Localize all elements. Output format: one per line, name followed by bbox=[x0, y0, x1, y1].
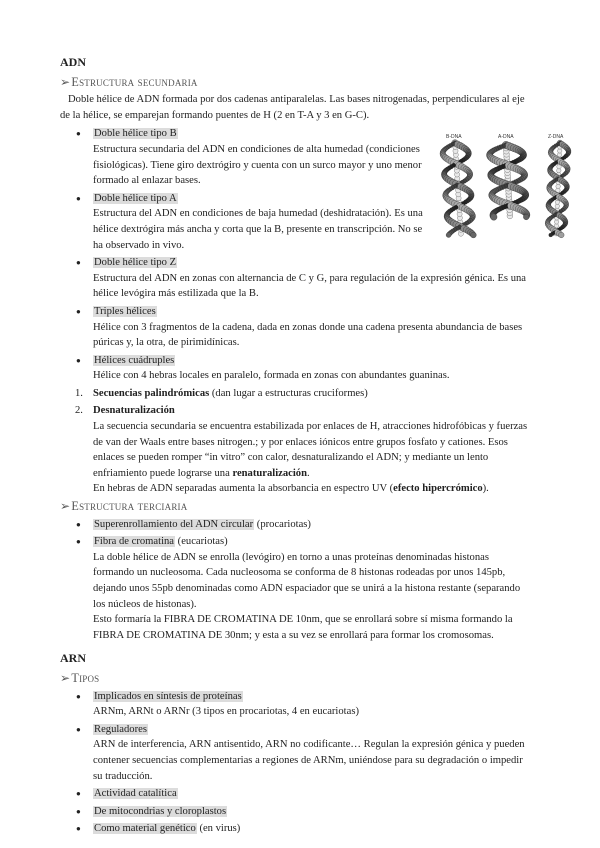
bullet-icon: ● bbox=[76, 824, 81, 834]
tipos-heading bbox=[60, 671, 530, 687]
item-label: Reguladores bbox=[94, 723, 147, 735]
arrow-icon: ➢ bbox=[60, 499, 71, 514]
list-item-triples bbox=[60, 304, 530, 351]
list-item-tipo-a bbox=[60, 191, 423, 253]
secundaria-title: Estructura secundaria bbox=[71, 74, 198, 89]
list-item-arn-material-genetico: ● Como material genético (en virus) bbox=[60, 821, 530, 837]
atom-sphere bbox=[491, 214, 498, 221]
item-label: Fibra de cromatina bbox=[94, 536, 175, 548]
bullet-icon: ● bbox=[76, 355, 81, 365]
item-text: Estructura secundaria del ADN en condiciones de alta humedad (condiciones fisiológicas). Tiene giro dextrógiro y cuenta con un surco mayor y uno menor formado al enlazar bases. bbox=[93, 143, 422, 187]
item-label: Doble hélice tipo Z bbox=[94, 257, 177, 269]
item-label: De mitocondrias y cloroplastos bbox=[94, 805, 227, 817]
atom-sphere bbox=[549, 233, 553, 237]
numbered-item-desnaturalizacion bbox=[60, 403, 530, 497]
base-pair-sphere bbox=[556, 184, 560, 188]
palindromicas-bold: Secuencias palindrómicas bbox=[93, 387, 210, 399]
list-item-arn-mitocondrias bbox=[60, 804, 530, 820]
numbered-item-palindromicas bbox=[60, 386, 530, 402]
item-text: Hélice con 4 hebras locales en paralelo, formada en zonas con abundantes guaninas. bbox=[93, 370, 450, 382]
list-item-arn-reguladores bbox=[60, 722, 530, 784]
list-item-arn-sintesis bbox=[60, 689, 530, 720]
arn-heading: ARN bbox=[60, 651, 86, 666]
item-text: Estructura del ADN en zonas con alternancia de C y G, para regulación de la expresión génica. Es una hélice levógira más estilizada que la B. bbox=[93, 272, 526, 300]
bullet-icon: ● bbox=[76, 537, 81, 547]
base-pair-sphere bbox=[554, 220, 558, 224]
palindromicas-rest: (dan lugar a estructuras cruciformes) bbox=[209, 387, 368, 399]
item-label: Doble hélice tipo A bbox=[94, 192, 177, 204]
list-item-superenrollamiento: ● Superenrollamiento del ADN circular (procariotas) bbox=[60, 517, 530, 533]
cromatina-text-a: La doble hélice de ADN se enrolla (levógiro) en torno a unas proteínas denominadas histonas formando un nucleosoma. Cada nucleosoma se conforma de 8 histonas rodeadas por unos 145pb, dejando unos 55pb denominadas como ADN espaciador que se unirá a la histona restante (separando los núcleos de histonas). bbox=[93, 551, 521, 610]
item-text: Hélice con 3 fragmentos de la cadena, dada en zonas donde una cadena presenta abundancia de bases púricas y, la otra, de pirimidínicas. bbox=[93, 321, 523, 349]
desnaturalizacion-bold: Desnaturalización bbox=[93, 405, 175, 417]
a-dna-label: A-DNA bbox=[498, 134, 514, 140]
list-item-cromatina: ● Fibra de cromatina (eucariotas) La doble hélice de ADN se enrolla (levógiro) en torno a unas proteínas denominadas histonas formando un nucleosoma. Cada nucleosoma se conforma de 8 histonas rodeadas por unos 145pb, dejando unos 55pb denominadas como ADN espaciador que se unirá a la histona restante (separando los núcleos de histonas). Esto formaría la FIBRA DE CROMATINA DE 10nm, que se enrollará sobre sí misma formando la FIBRA DE CROMATINA DE 30nm; y esta a su vez se enrollará para formar los cromosomas. bbox=[60, 534, 530, 643]
dna-forms-figure bbox=[432, 131, 580, 239]
item-label: Hélices cuádruples bbox=[94, 354, 175, 366]
renaturalizacion-bold: renaturalización bbox=[232, 467, 307, 479]
list-item-arn-catalitica bbox=[60, 786, 530, 802]
item-label: Como material genético bbox=[94, 823, 196, 835]
list-item-cuadruples bbox=[60, 353, 530, 384]
atom-sphere bbox=[446, 232, 451, 237]
bullet-icon: ● bbox=[76, 806, 81, 816]
terciaria-heading bbox=[60, 499, 530, 515]
number-label: 2. bbox=[75, 405, 83, 417]
arrow-icon: ➢ bbox=[60, 74, 71, 89]
b-dna-label: B-DNA bbox=[446, 134, 462, 140]
list-item-tipo-z bbox=[60, 255, 530, 302]
bullet-icon: ● bbox=[76, 691, 81, 701]
bullet-icon: ● bbox=[76, 193, 81, 203]
hipercromico-bold: efecto hipercrómico bbox=[393, 483, 483, 495]
item-label: Actividad catalítica bbox=[94, 788, 177, 800]
item-label: Superenrollamiento del ADN circular bbox=[94, 518, 254, 530]
bullet-icon: ● bbox=[76, 306, 81, 316]
bullet-icon: ● bbox=[76, 789, 81, 799]
terciaria-title: Estructura terciaria bbox=[71, 499, 188, 514]
number-label: 1. bbox=[75, 387, 83, 399]
atom-sphere bbox=[523, 214, 529, 220]
z-dna-label: Z-DNA bbox=[548, 134, 564, 140]
z-dna-helix bbox=[545, 140, 571, 238]
secundaria-heading bbox=[60, 75, 530, 91]
list-item-tipo-b bbox=[60, 126, 423, 188]
bullet-icon: ● bbox=[76, 724, 81, 734]
adn-heading: ADN bbox=[60, 55, 86, 69]
bullet-icon: ● bbox=[76, 519, 81, 529]
base-pair-sphere bbox=[555, 204, 559, 208]
item-label: Doble hélice tipo B bbox=[94, 128, 177, 140]
desnaturalizacion-text: La secuencia secundaria se encuentra estabilizada por enlaces de H, atracciones hidrofóbicas y fuerzas de van der Waals entre bases nitrogen.; y por enlaces iónicos entre grupos fosfato y cationes. Esos enlaces se pueden romper “in vitro” con calor, desnaturalizando el ADN; y mediante un lento enfriamiento puede lograrse una renaturalización. bbox=[93, 421, 528, 479]
item-label: Triples hélices bbox=[94, 305, 156, 317]
atom-sphere bbox=[470, 232, 476, 238]
cromatina-text-b: Esto formaría la FIBRA DE CROMATINA DE 10nm, que se enrollará sobre sí misma formando la FIBRA DE CROMATINA DE 30nm; y esta a su vez se enrollará para formar los cromosomas. bbox=[93, 614, 513, 641]
adn-intro: Doble hélice de ADN formada por dos cadenas antiparalelas. Las bases nitrogenadas, perpendiculares al eje de la hélice, se emparejan formando puentes de H (2 en T-A y 3 en G-C). bbox=[60, 94, 525, 121]
bullet-icon: ● bbox=[76, 258, 81, 268]
bullet-icon: ● bbox=[76, 129, 81, 139]
hipercromico-text: En hebras de ADN separadas aumenta la absorbancia en espectro UV (efecto hipercrómico). bbox=[93, 483, 489, 495]
item-text: ARNm, ARNt o ARNr (3 tipos en procariotas, 4 en eucariotas) bbox=[93, 706, 359, 718]
arrow-icon: ➢ bbox=[60, 670, 71, 685]
atom-sphere bbox=[558, 232, 564, 238]
item-text: ARN de interferencia, ARN antisentido, ARN no codificante… Regulan la expresión génica y pueden contener secuencias complementarias a regiones de ARNm, uniéndose para su degradación o impedir su traducción. bbox=[93, 739, 525, 782]
tipos-title: Tipos bbox=[71, 670, 100, 685]
item-text: Estructura del ADN en condiciones de baja humedad (deshidratación). Es una hélice dextrógira más ancha y corta que la B, presente en transcripción. No se ha observado in vivo. bbox=[93, 208, 423, 251]
base-pair-sphere bbox=[557, 149, 561, 153]
item-label: Implicados en síntesis de proteínas bbox=[94, 690, 242, 702]
